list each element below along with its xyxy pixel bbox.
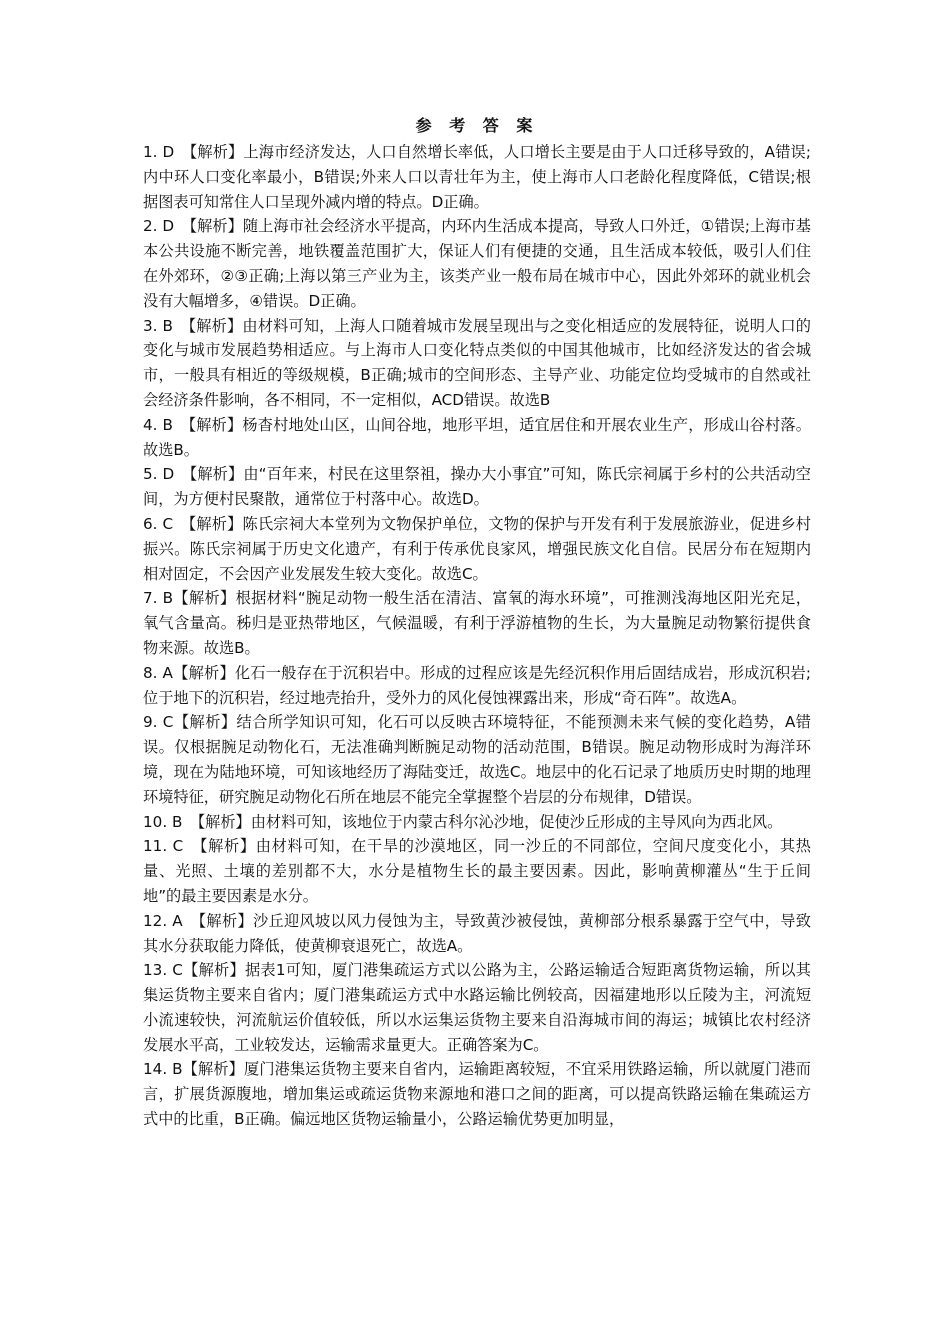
answer-item-9: 9. C【解析】结合所学知识可知，化石可以反映古环境特征，不能预测未来气候的变化趋势，A错误。仅根据腕足动物化石，无法准确判断腕足动物的活动范围，B错误。腕足动物形成时为海洋环境，现在为陆地环境，可知该地经历了海陆变迁，故选C。地层中的化石记录了地质历史时期的地理环境特征，研究腕足动物化石所在地层不能完全掌握整个岩层的分布规律，D错误。 — [143, 713, 811, 806]
answer-item-12: 12. A 【解析】沙丘迎风坡以风力侵蚀为主，导致黄沙被侵蚀，黄柳部分根系暴露于空气中，导致其水分获取能力降低，使黄柳衰退死亡，故选A。 — [143, 911, 811, 955]
answer-item-1: 1. D 【解析】上海市经济发达，人口自然增长率低，人口增长主要是由于人口迁移导致的，A错误;内中环人口变化率最小，B错误;外来人口以青壮年为主，使上海市人口老龄化程度降低，C错误;根据图表可知常住人口呈现外减内增的特点。D正确。 — [143, 143, 811, 211]
answer-page — [143, 112, 811, 1132]
page-title: 参 考 答 案 — [415, 116, 539, 135]
answer-item-8: 8. A【解析】化石一般存在于沉积岩中。形成的过程应该是先经沉积作用后固结成岩，形成沉积岩;位于地下的沉积岩，经过地壳抬升，受外力的风化侵蚀裸露出来，形成“奇石阵”。故选A。 — [143, 663, 811, 707]
answer-item-3: 3. B 【解析】由材料可知，上海人口随着城市发展呈现出与之变化相适应的发展特征，说明人口的变化与城市发展趋势相适应。与上海市人口变化特点类似的中国其他城市，比如经济发达的省会城市，一般具有相近的等级规模，B正确;城市的空间形态、主导产业、功能定位均受城市的自然或社会经济条件影响，各不相同，不一定相似，ACD错误。故选B — [143, 316, 811, 409]
answer-item-2: 2. D 【解析】随上海市社会经济水平提高，内环内生活成本提高，导致人口外迁，①错误;上海市基本公共设施不断完善，地铁覆盖范围扩大，保证人们有便捷的交通，且生活成本较低，吸引人们住在外郊环，②③正确;上海以第三产业为主，该类产业一般布局在城市中心，因此外郊环的就业机会没有大幅增多，④错误。D正确。 — [143, 217, 811, 310]
answer-item-6: 6. C 【解析】陈氏宗祠大本堂列为文物保护单位，文物的保护与开发有利于发展旅游业，促进乡村振兴。陈氏宗祠属于历史文化遗产，有利于传承优良家风，增强民族文化自信。民居分布在短期内相对固定，不会因产业发展发生较大变化。故选C。 — [143, 514, 811, 583]
answer-item-5: 5. D 【解析】由“百年来，村民在这里祭祖，操办大小事宜”可知，陈氏宗祠属于乡村的公共活动空间，为方便村民聚散，通常位于村落中心。故选D。 — [143, 465, 811, 509]
answer-item-13: 13. C【解析】据表1可知，厦门港集疏运方式以公路为主，公路运输适合短距离货物运输，所以其集运货物主要来自省内；厦门港集疏运方式中水路运输比例较高，因福建地形以丘陵为主，河流短小流速较快，河流航运价值较低，所以水运集运货物主要来自沿海城市间的海运；城镇比农村经济发展水平高，工业较发达，运输需求量更大。正确答案为C。 — [143, 961, 811, 1054]
answer-item-4: 4. B 【解析】杨杳村地处山区，山间谷地，地形平坦，适宜居住和开展农业生产，形成山谷村落。故选B。 — [143, 415, 811, 459]
answer-list — [143, 140, 811, 1132]
answer-item-14: 14. B【解析】厦门港集运货物主要来自省内，运输距离较短，不宜采用铁路运输，所以就厦门港而言，扩展货源腹地，增加集运或疏运货物来源地和港口之间的距离，可以提高铁路运输在集疏运方式中的比重，B正确。偏远地区货物运输量小，公路运输优势更加明显， — [143, 1060, 811, 1129]
answer-item-10: 10. B 【解析】由材料可知，该地位于内蒙古科尔沁沙地，促使沙丘形成的主导风向为西北风。 — [143, 812, 783, 831]
answer-item-11: 11. C 【解析】由材料可知，在干旱的沙漠地区，同一沙丘的不同部位，空间尺度变化小，其热量、光照、土壤的差别都不大，水分是植物生长的最主要因素。因此，影响黄柳灌丛“生于丘间地”的最主要因素是水分。 — [143, 837, 811, 905]
answer-item-7: 7. B【解析】根据材料“腕足动物一般生活在清洁、富氧的海水环境”，可推测浅海地区阳光充足，氧气含量高。秭归是亚热带地区，气候温暖，有利于浮游植物的生长，为大量腕足动物繁衍提供食物来源。故选B。 — [143, 589, 811, 657]
